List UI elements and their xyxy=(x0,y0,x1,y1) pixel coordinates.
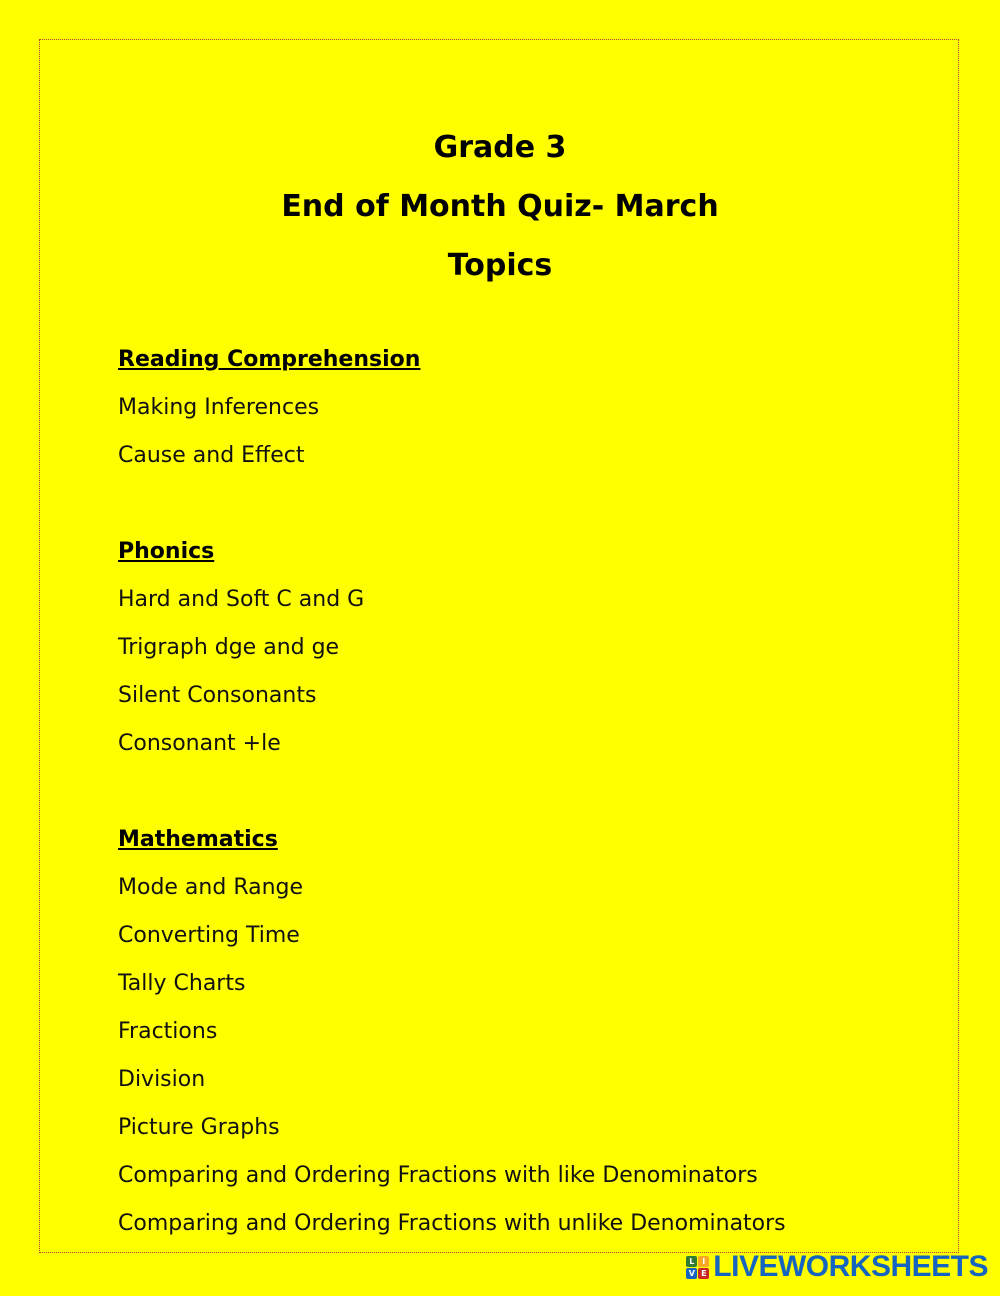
liveworksheets-brand[interactable] xyxy=(686,1250,988,1284)
topic-list xyxy=(118,576,938,768)
topic-item: Division xyxy=(118,1067,206,1092)
topic-item: Fractions xyxy=(118,1019,218,1044)
logo-tile: L xyxy=(686,1256,697,1267)
logo-tile: I xyxy=(698,1256,709,1267)
topic-list xyxy=(118,864,938,1248)
title-block xyxy=(0,118,1000,295)
topic-item: Trigraph dge and ge xyxy=(118,635,340,660)
brand-name: LIVEWORKSHEETS xyxy=(713,1250,988,1283)
topic-item: Consonant +le xyxy=(118,731,281,756)
topic-item: Making Inferences xyxy=(118,395,320,420)
topic-item: Comparing and Ordering Fractions with like Denominators xyxy=(118,1163,758,1188)
section-phonics xyxy=(118,528,938,768)
topic-item: Silent Consonants xyxy=(118,683,317,708)
topic-item: Comparing and Ordering Fractions with unlike Denominators xyxy=(118,1211,786,1236)
topics-title: Topics xyxy=(447,248,553,283)
topic-item: Cause and Effect xyxy=(118,443,305,468)
section-heading: Phonics xyxy=(118,539,215,564)
section-heading: Reading Comprehension xyxy=(118,347,421,372)
quiz-title: End of Month Quiz- March xyxy=(281,189,719,224)
topic-item: Hard and Soft C and G xyxy=(118,587,365,612)
section-reading-comprehension xyxy=(118,336,938,480)
section-heading: Mathematics xyxy=(118,827,278,852)
topic-item: Tally Charts xyxy=(118,971,246,996)
section-mathematics xyxy=(118,816,938,1248)
logo-tile: V xyxy=(686,1268,697,1279)
topic-item: Converting Time xyxy=(118,923,300,948)
topic-list xyxy=(118,384,938,480)
topic-item: Mode and Range xyxy=(118,875,304,900)
topic-item: Picture Graphs xyxy=(118,1115,280,1140)
grade-title: Grade 3 xyxy=(433,130,567,165)
logo-tile: E xyxy=(698,1268,709,1279)
topics-content xyxy=(118,336,938,1296)
liveworksheets-logo-icon xyxy=(686,1256,709,1279)
